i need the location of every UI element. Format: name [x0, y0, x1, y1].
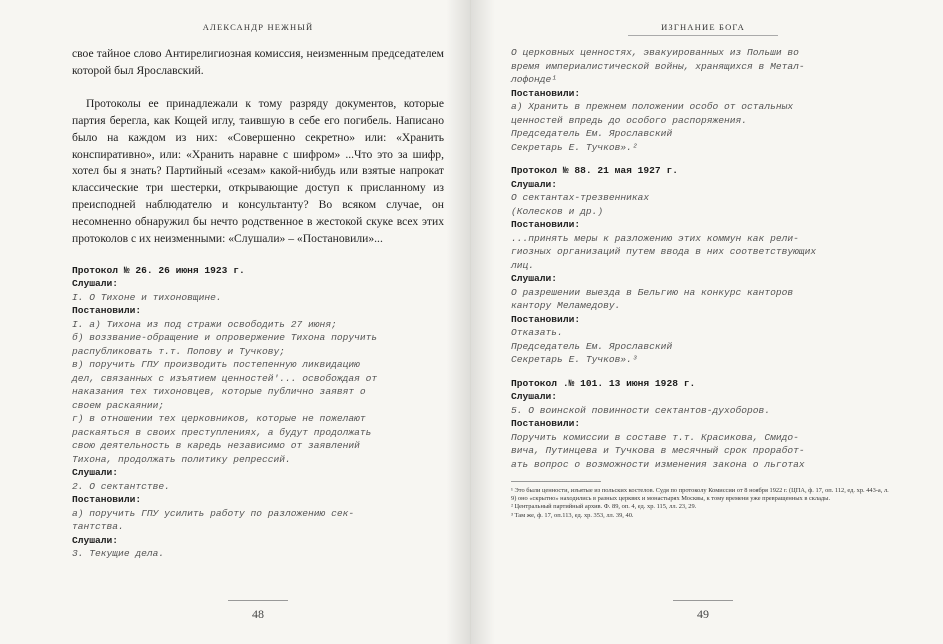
protocol-label: Постановили:	[72, 494, 142, 506]
protocol-label: Постановили:	[511, 418, 581, 429]
protocol-line: в) поручить ГПУ производить постепенную ликвидацию	[72, 359, 360, 371]
protocol-line: О сектантах-трезвенниках	[511, 192, 650, 203]
protocol-label: Слушали:	[511, 178, 558, 190]
protocol-heading: Протокол № 26. 26 июня 1923 г.	[72, 264, 245, 276]
protocol-line: время империалистической войны, хранящихся в Метал-	[511, 60, 805, 72]
protocol-line: 5. О воинской повинности сектантов-духоборов.	[511, 404, 771, 416]
protocol-label: Постановили:	[72, 305, 142, 317]
protocol-line: дел, связанных с изъятием ценностей'... освобождая от	[72, 372, 378, 384]
protocol-line: Секретарь Е. Тучков».³	[511, 354, 638, 365]
footnote: ¹ Это были ценности, изъятые из польских костелов. Судя по протоколу Комиссии от 8 ноября 1922 г. (ЦПА, ф. 17, оп. 112, ед. хр. 443-а, л. 9) оно «скрытно» находились в разных церквях и монастырях Москвы, к тому времени уже превращенных в склады.	[511, 487, 889, 503]
left-running-head-text: АЛЕКСАНДР НЕЖНЫЙ	[202, 22, 314, 32]
protocol-line: ...принять меры к разложению этих коммун как рели-	[511, 232, 799, 244]
protocol-line: гиозных организаций путем ввода в них соответствующих	[511, 246, 817, 257]
protocol-line: (Колесков и др.)	[511, 205, 604, 217]
left-paragraph: Протоколы ее принадлежали к тому разряду документов, которые партия берегла, как Кощей иглу, таившую в себе его погибель. Написано было на каждом из них: «Совершенно секретно» или: «Хранить конспиративно», или: «Хранить наравне с шифром» ...Что это за шифр, хотел бы я знать? Партийный «сезам» какой-нибудь или взятые напрокат классические три шестерки, открывающие доступ к присланному из преисподней наблюдателю и консультанту? Во всяком случае, он несомненно обнаружил бы нечто родственное в жестокой скуке всех этих протоколов с их неизменными: «Слушали» – «Постановили»...	[72, 96, 444, 246]
protocol-line: Отказать.	[511, 327, 563, 338]
protocol-line: а) поручить ГПУ усилить работу по разложению сек-	[72, 507, 355, 519]
protocol-line: Председатель Ем. Ярославский	[511, 128, 673, 139]
protocol-line: О церковных ценностях, эвакуированных из Польши во	[511, 47, 799, 58]
protocol-heading: Протокол .№ 101. 13 июня 1928 г.	[511, 377, 696, 389]
protocol-line: О разрешении выезда в Бельгию на конкурс канторов	[511, 286, 794, 298]
left-page-number-text: 48	[252, 607, 264, 621]
left-page	[0, 0, 471, 644]
right-running-head	[511, 22, 895, 34]
protocol-line: распубликовать т.т. Попову и Тучкову;	[72, 345, 286, 357]
footnote: ³ Там же, ф. 17, оп.113, ед. хр. 353, лл. 39, 40.	[511, 511, 634, 519]
protocol-line: б) воззвание-обращение и опровержение Тихона поручить	[72, 332, 378, 344]
protocol-line: Секретарь Е. Тучков».²	[511, 141, 638, 153]
gutter-shadow	[446, 0, 470, 644]
protocol-line: своем раскаянии;	[72, 399, 165, 411]
protocol-label: Постановили:	[511, 87, 581, 99]
protocol-line: I. О Тихоне и тихоновщине.	[72, 291, 222, 303]
protocol-label: Слушали:	[72, 534, 119, 546]
protocol-line: Тихона, продолжать политику репрессий.	[72, 453, 291, 465]
protocol-line: вича, Путинцева и Тучкова в месячный срок проработ-	[511, 445, 805, 456]
protocol-label: Слушали:	[72, 467, 119, 479]
footnotes	[511, 481, 895, 520]
protocol-line: лофонде¹	[511, 74, 558, 85]
protocol-line: I. а) Тихона из под стражи освободить 27 июня;	[72, 318, 337, 330]
protocol-label: Постановили:	[511, 219, 581, 230]
right-page-number-text: 49	[697, 607, 709, 621]
protocol-line: г) в отношении тех церковников, которые не пожелают	[72, 413, 366, 425]
protocol-line: 2. О сектантстве.	[72, 480, 170, 492]
protocol-line: Поручить комиссии в составе т.т. Красикова, Смидо-	[511, 431, 799, 443]
protocol-label: Слушали:	[511, 391, 558, 402]
protocol-line: а) Хранить в прежнем положении особо от остальных	[511, 101, 794, 112]
left-typed-protocol	[72, 264, 444, 561]
protocol-heading: Протокол № 88. 21 мая 1927 г.	[511, 165, 678, 176]
protocol-line: тантства.	[72, 521, 124, 533]
protocol-line: наказания тех тихоновцев, которые публично заявят о	[72, 386, 366, 398]
right-typed-protocol	[511, 46, 895, 471]
protocol-line: раскаяться в своих преступлениях, а будут продолжать	[72, 426, 372, 438]
protocol-line: ать вопрос о возможности изменения закона о льготах	[511, 458, 805, 470]
protocol-line: ценностей впредь до особого распоряжения.	[511, 114, 748, 126]
protocol-line: лиц.	[511, 259, 535, 271]
footnote: ² Центральный партийный архив. Ф. 89, оп. 4, ед. хр. 115, лл. 23, 29.	[511, 503, 697, 511]
right-running-head-text: ИЗГНАНИЕ БОГА	[661, 22, 745, 32]
protocol-line: 3. Текущие дела.	[72, 548, 165, 560]
right-page-number	[511, 600, 895, 622]
gutter-shadow	[471, 0, 495, 644]
protocol-line: кантору Меламедову.	[511, 300, 621, 311]
right-page	[471, 0, 943, 644]
left-running-head	[72, 22, 444, 34]
left-paragraph: свое тайное слово Антирелигиозная комиссия, неизменным председателем которой был Ярославский.	[72, 47, 444, 77]
protocol-label: Постановили:	[511, 313, 581, 325]
left-page-number	[72, 600, 444, 622]
protocol-label: Слушали:	[511, 273, 558, 284]
protocol-label: Слушали:	[72, 278, 119, 290]
protocol-line: свою деятельность в каредь независимо от заявлений	[72, 440, 360, 452]
protocol-line: Председатель Ем. Ярославский	[511, 340, 673, 352]
